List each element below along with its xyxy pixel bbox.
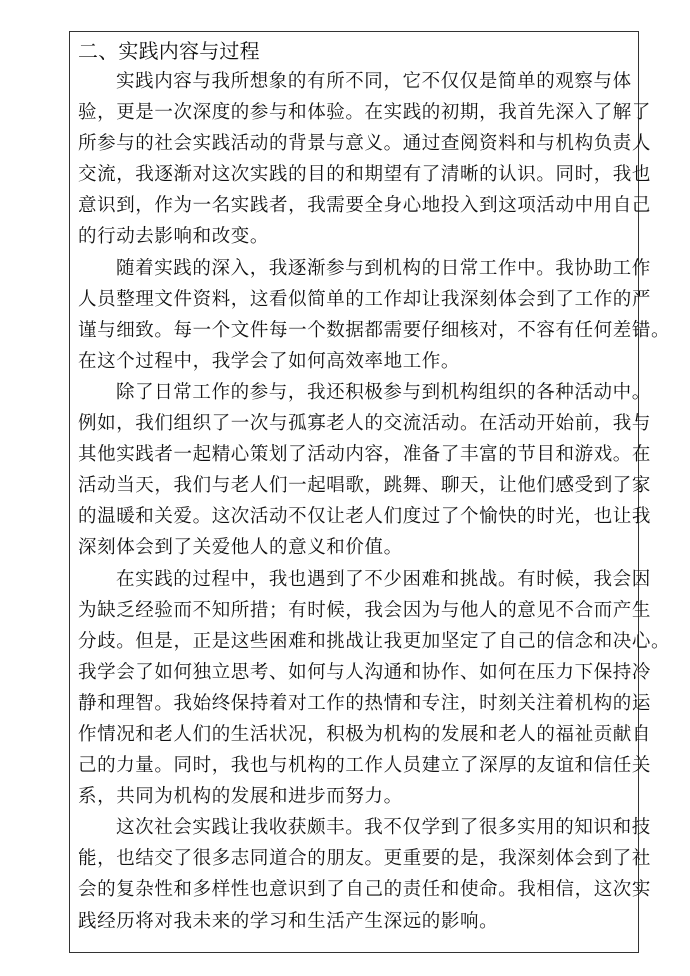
text-line: 实践内容与我所想象的有所不同，它不仅仅是简单的观察与体 [116,71,632,92]
paragraph-2 [78,253,671,377]
text-line: 的温暖和关爱。这次活动不仅让老人们度过了个愉快的时光，也让我 [78,506,652,528]
text-line: 为缺乏经验而不知所措；有时候，我会因为与他人的意见不合而产生 [78,599,652,621]
text-line: 随着实践的深入，我逐渐参与到机构的日常工作中。我协助工作 [116,257,651,279]
text-line: 会的复杂性和多样性也意识到了自己的责任和使命。我相信，这次实 [78,879,652,901]
paragraph-4 [78,564,671,813]
text-line: 践经历将对我未来的学习和生活产生深远的影响。 [78,910,499,932]
text-line: 所参与的社会实践活动的背景与意义。通过查阅资料和与机构负责人 [78,133,652,155]
paragraph-3 [78,377,652,564]
paragraph-5 [78,812,652,936]
section-heading: 二、实践内容与过程 [78,39,260,63]
text-line: 这次社会实践让我收获颇丰。我不仅学到了很多实用的知识和技 [116,817,651,839]
text-line: 验，更是一次深度的参与和体验。在实践的初期，我首先深入了解了 [78,102,652,124]
text-line: 其他实践者一起精心策划了活动内容，准备了丰富的节目和游戏。在 [78,444,652,466]
text-line: 例如，我们组织了一次与孤寡老人的交流活动。在活动开始前，我与 [78,413,652,435]
text-line: 的行动去影响和改变。 [78,226,270,248]
paragraph-1 [78,66,652,253]
text-line: 静和理智。我始终保持着对工作的热情和专注，时刻关注着机构的运 [78,692,652,714]
text-line: 能，也结交了很多志同道合的朋友。更重要的是，我深刻体会到了社 [78,848,652,870]
text-line: 系，共同为机构的发展和进步而努力。 [78,786,403,808]
text-line: 谨与细致。每一个文件每一个数据都需要仔细核对，不容有任何差错。 [78,319,671,341]
text-line: 人员整理文件资料，这看似简单的工作却让我深刻体会到了工作的严 [78,288,652,310]
document-body [78,36,671,937]
text-line: 活动当天，我们与老人们一起唱歌，跳舞、聊天，让他们感受到了家 [78,475,652,497]
text-line: 作情况和老人们的生活状况，积极为机构的发展和老人的福祉贡献自 [78,723,652,745]
text-line: 在这个过程中，我学会了如何高效率地工作。 [78,350,461,372]
text-line: 我学会了如何独立思考、如何与人沟通和协作、如何在压力下保持冷 [78,661,652,683]
text-line: 深刻体会到了关爱他人的意义和价值。 [78,537,403,559]
text-line: 分歧。但是，正是这些困难和挑战让我更加坚定了自己的信念和决心。 [78,630,671,652]
text-line: 意识到，作为一名实践者，我需要全身心地投入到这项活动中用自己 [78,195,652,217]
text-line: 己的力量。同时，我也与机构的工作人员建立了深厚的友谊和信任关 [78,755,652,777]
text-line: 除了日常工作的参与，我还积极参与到机构组织的各种活动中。 [116,381,651,403]
text-line: 交流，我逐渐对这次实践的目的和期望有了清晰的认识。同时，我也 [78,164,652,186]
text-line: 在实践的过程中，我也遇到了不少困难和挑战。有时候，我会因 [116,568,651,590]
